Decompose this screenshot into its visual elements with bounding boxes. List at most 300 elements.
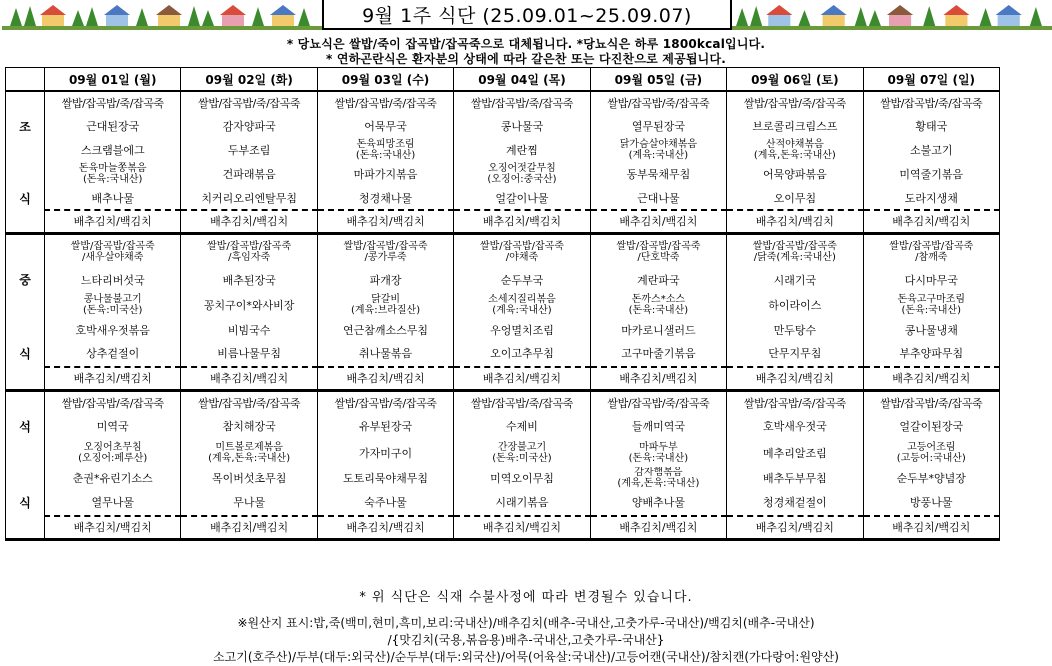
menu-item-text: (계육:국내산) (628, 150, 689, 161)
day-header-row (6, 68, 1000, 92)
menu-cell (181, 233, 317, 269)
menu-cell (454, 138, 590, 162)
menu-cell (590, 516, 726, 539)
menu-cell (317, 414, 453, 438)
menu-item-text: 감자햄볶음 (634, 467, 683, 478)
menu-cell (45, 489, 181, 516)
menu-cell (454, 489, 590, 516)
menu-item-text: (돈육:국내산) (628, 452, 689, 464)
menu-cell (181, 290, 317, 319)
menu-item-text: 황태국 (915, 120, 948, 133)
menu-cell (727, 516, 863, 539)
menu-item-text: 청경채겉절이 (762, 496, 827, 509)
menu-cell (454, 269, 590, 290)
meal-label-cell: 중 (6, 269, 45, 290)
day-header: 09월 03일 (수) (317, 68, 453, 92)
menu-cell (317, 340, 453, 367)
menu-cell (45, 319, 181, 340)
menu-cell (181, 414, 317, 438)
menu-cell (317, 114, 453, 138)
menu-cell (454, 290, 590, 319)
menu-item-text: /새우살야채죽 (82, 251, 144, 263)
menu-item-text: 돈육마늘쫑볶음 (78, 163, 147, 174)
menu-cell (727, 162, 863, 186)
menu-cell (45, 414, 181, 438)
menu-item-text: 쌀밥/잡곡밥/잡곡죽 (616, 240, 701, 252)
meal-label-cell (6, 516, 45, 539)
menu-row (6, 138, 1000, 162)
menu-item-text: (계육:브라질산) (350, 304, 421, 316)
menu-cell (181, 269, 317, 290)
menu-cell (863, 186, 999, 210)
menu-cell (590, 414, 726, 438)
menu-cell (863, 467, 999, 489)
menu-cell (863, 319, 999, 340)
menu-row (6, 114, 1000, 138)
menu-cell (727, 114, 863, 138)
menu-cell (45, 114, 181, 138)
menu-item-text: (계육,돈육:국내산) (617, 478, 700, 489)
menu-cell (863, 233, 999, 269)
menu-item-text: 쌀밥/잡곡밥/죽/잡곡죽 (743, 97, 846, 110)
menu-item-text: (돈육:국내산) (901, 304, 961, 316)
menu-item-text: 참치해장국 (222, 420, 276, 433)
menu-cell (454, 186, 590, 210)
menu-item-text: (돈육:미국산) (492, 452, 552, 464)
menu-cell (863, 516, 999, 539)
menu-item-text: 얼갈이된장국 (899, 420, 964, 433)
menu-item-text: 열무나물 (91, 496, 134, 509)
menu-cell (317, 290, 453, 319)
meal-label-cell: 식 (6, 340, 45, 367)
menu-item-text: (계육,돈육:국내산) (753, 150, 836, 161)
menu-row (6, 210, 1000, 233)
menu-item-text: 방풍나물 (910, 496, 953, 509)
menu-cell (181, 467, 317, 489)
menu-item-text: (돈육:국내산) (355, 150, 416, 161)
menu-cell (317, 233, 453, 269)
menu-cell (454, 91, 590, 114)
menu-cell (317, 138, 453, 162)
menu-cell (181, 367, 317, 390)
menu-item-text: 연근참깨소스무침 (343, 323, 429, 337)
menu-item-text: 브로콜리크림스프 (752, 120, 838, 133)
menu-item-text: 춘권*유린기소스 (72, 472, 153, 485)
menu-item-text: 배추김치/백김치 (619, 521, 698, 535)
menu-cell (181, 162, 317, 186)
menu-item-text: 쌀밥/잡곡밥/잡곡죽 (70, 240, 155, 252)
menu-cell (454, 414, 590, 438)
menu-item-text: 콩나물불고기 (83, 293, 142, 305)
menu-cell (45, 290, 181, 319)
menu-item-text: 하이라이스 (768, 298, 822, 312)
menu-cell (863, 390, 999, 414)
menu-cell (45, 162, 181, 186)
change-notice: * 위 식단은 식재 수불사정에 따라 변경될수 있습니다. (359, 590, 693, 605)
menu-item-text: 열무된장국 (631, 120, 685, 133)
menu-cell (454, 319, 590, 340)
menu-row (6, 162, 1000, 186)
menu-item-text: 고등어조림 (907, 441, 956, 453)
menu-item-text: /닭죽(계육:국내산) (753, 251, 836, 263)
menu-cell (181, 91, 317, 114)
menu-cell (45, 138, 181, 162)
menu-item-text: (계육:국내산) (492, 304, 552, 316)
menu-item-text: (돈육:국내산) (82, 174, 143, 185)
menu-item-text: (돈육:미국산) (82, 304, 143, 316)
menu-item-text: 쌀밥/잡곡밥/잡곡죽 (479, 240, 564, 252)
menu-cell (454, 390, 590, 414)
menu-cell (590, 91, 726, 114)
menu-cell (454, 233, 590, 269)
menu-cell (727, 138, 863, 162)
menu-item-text: 배추김치/백김치 (755, 372, 834, 386)
menu-item-text: 도토리묵야채무침 (343, 472, 429, 485)
corner-cell (6, 68, 45, 92)
menu-cell (863, 489, 999, 516)
day-header: 09월 01일 (월) (45, 68, 181, 92)
village-decoration-left (2, 2, 324, 30)
menu-row (6, 91, 1000, 114)
day-header: 09월 02일 (화) (181, 68, 317, 92)
menu-cell (590, 367, 726, 390)
menu-item-text: 오징어젓갈무침 (488, 163, 556, 174)
menu-cell (181, 319, 317, 340)
menu-item-text: 얼갈이나물 (495, 191, 549, 205)
menu-cell (590, 114, 726, 138)
menu-cell (181, 489, 317, 516)
menu-cell (317, 367, 453, 390)
menu-item-text: 쌀밥/잡곡밥/잡곡죽 (343, 240, 428, 252)
meal-label-cell (6, 438, 45, 467)
menu-item-text: 쌀밥/잡곡밥/죽/잡곡죽 (198, 396, 301, 410)
menu-cell (181, 390, 317, 414)
menu-item-text: 배추김치/백김치 (73, 521, 152, 535)
menu-item-text: 비빔국수 (227, 323, 271, 337)
menu-cell (45, 367, 181, 390)
menu-item-text: 근대나물 (637, 191, 680, 205)
menu-item-text: 유부된장국 (358, 420, 413, 433)
menu-item-text: 순두부국 (500, 273, 544, 287)
menu-item-text: 오이고추무침 (490, 347, 554, 360)
menu-item-text: 배추김치/백김치 (210, 215, 289, 229)
menu-item-text: 배추나물 (91, 191, 134, 205)
menu-item-text: 도라지생채 (904, 191, 958, 205)
menu-cell (45, 340, 181, 367)
menu-cell (181, 340, 317, 367)
menu-cell (727, 319, 863, 340)
village-decoration-right (732, 2, 1052, 30)
menu-item-text: 미트볼로제볶음 (215, 441, 283, 453)
menu-item-text: 시래기볶음 (495, 496, 549, 509)
menu-cell (45, 91, 181, 114)
menu-item-text: 가자미구이 (358, 446, 413, 460)
menu-cell (590, 186, 726, 210)
menu-cell (317, 467, 453, 489)
menu-item-text: 어묵무국 (364, 120, 407, 133)
menu-item-text: 배추김치/백김치 (346, 215, 425, 229)
menu-cell (317, 516, 453, 539)
meal-label-cell (6, 210, 45, 233)
menu-item-text: 꽁치구이*와사비장 (203, 298, 295, 312)
menu-cell (454, 516, 590, 539)
day-header: 09월 06일 (토) (727, 68, 863, 92)
menu-cell (45, 467, 181, 489)
menu-cell (317, 186, 453, 210)
menu-item-text: 상추겉절이 (86, 347, 140, 360)
menu-cell (454, 367, 590, 390)
menu-cell (863, 162, 999, 186)
menu-item-text: 배추김치/백김치 (619, 372, 698, 386)
menu-cell (454, 467, 590, 489)
menu-cell (45, 390, 181, 414)
menu-item-text: 근대된장국 (86, 120, 140, 133)
menu-item-text: /야채죽 (505, 251, 539, 263)
menu-item-text: 콩나물냉채 (904, 323, 958, 337)
menu-cell (863, 438, 999, 467)
menu-item-text: 배추김치/백김치 (755, 215, 834, 229)
menu-item-text: 콩나물국 (500, 120, 544, 133)
menu-row (6, 233, 1000, 269)
menu-item-text: 미역줄기볶음 (899, 168, 964, 181)
meal-label-cell (6, 390, 45, 414)
menu-cell (454, 114, 590, 138)
menu-cell (181, 438, 317, 467)
menu-item-text: 돈육고구마조림 (897, 293, 966, 305)
menu-item-text: 닭갈비 (371, 293, 401, 305)
menu-item-text: 쌀밥/잡곡밥/죽/잡곡죽 (334, 396, 437, 410)
menu-item-text: 돈육피망조림 (356, 139, 415, 150)
menu-item-text: 쌀밥/잡곡밥/죽/잡곡죽 (471, 396, 573, 410)
menu-row (6, 489, 1000, 516)
meal-label-cell (6, 233, 45, 269)
menu-item-text: 배추김치/백김치 (346, 372, 425, 386)
page-title: 9월 1주 식단 (25.09.01~25.09.07) (322, 0, 732, 30)
menu-cell (317, 210, 453, 233)
menu-item-text: 배추김치/백김치 (619, 215, 698, 229)
menu-cell (454, 438, 590, 467)
menu-item-text: 돈까스*소스 (631, 293, 686, 305)
menu-item-text: 산적야채볶음 (765, 139, 824, 150)
menu-row (6, 390, 1000, 414)
menu-item-text: 만두탕수 (773, 323, 817, 337)
menu-item-text: 취나물볶음 (358, 347, 413, 360)
menu-cell (317, 390, 453, 414)
weekly-menu-table (5, 67, 1000, 541)
menu-item-text: 다시마무국 (904, 273, 958, 287)
menu-item-text: 오징어초무침 (83, 441, 142, 453)
menu-item-text: 배추김치/백김치 (892, 372, 971, 386)
menu-cell (181, 210, 317, 233)
meal-label-cell: 석 (6, 414, 45, 438)
menu-item-text: 마카로니샐러드 (621, 323, 696, 337)
menu-item-text: 건파래볶음 (222, 168, 276, 181)
header-banner (0, 0, 1052, 34)
day-header: 09월 04일 (목) (454, 68, 590, 92)
menu-row (6, 367, 1000, 390)
menu-item-text: 쌀밥/잡곡밥/잡곡죽 (889, 240, 974, 252)
menu-item-text: 단무지무침 (768, 347, 822, 360)
dysphagia-diet-notice: * 연하곤란식은 환자분의 상태에 따라 갈은찬 또는 다진찬으로 제공됩니다. (325, 52, 727, 66)
menu-item-text: 쌀밥/잡곡밥/죽/잡곡죽 (743, 396, 846, 410)
menu-cell (590, 210, 726, 233)
menu-item-text: 소불고기 (910, 144, 953, 157)
menu-item-text: (돈육:국내산) (628, 304, 689, 316)
menu-item-text: 느타리버섯국 (80, 273, 145, 287)
menu-cell (727, 269, 863, 290)
menu-item-text: 배추김치/백김치 (482, 372, 562, 386)
menu-cell (590, 138, 726, 162)
menu-item-text: /참깨죽 (915, 251, 948, 263)
menu-cell (590, 467, 726, 489)
menu-cell (863, 138, 999, 162)
menu-cell (181, 516, 317, 539)
menu-row (6, 414, 1000, 438)
menu-item-text: 배추김치/백김치 (210, 521, 289, 535)
menu-item-text: 무나물 (233, 496, 266, 509)
meal-label-cell: 식 (6, 489, 45, 516)
menu-cell (590, 340, 726, 367)
menu-item-text: 쌀밥/잡곡밥/죽/잡곡죽 (607, 97, 710, 110)
menu-item-text: 고구마줄기볶음 (621, 347, 696, 360)
menu-row (6, 467, 1000, 489)
meal-label-cell (6, 367, 45, 390)
menu-cell (727, 186, 863, 210)
menu-cell (727, 467, 863, 489)
menu-item-text: 수제비 (506, 420, 538, 433)
meal-label-cell (6, 162, 45, 186)
day-header: 09월 07일 (일) (863, 68, 999, 92)
menu-item-text: 미역국 (96, 420, 129, 433)
menu-item-text: 배추두부무침 (762, 472, 827, 485)
meal-label-cell (6, 138, 45, 162)
menu-row (6, 269, 1000, 290)
menu-cell (45, 269, 181, 290)
menu-item-text: 쌀밥/잡곡밥/죽/잡곡죽 (880, 97, 983, 110)
menu-item-text: 배추김치/백김치 (482, 521, 562, 535)
menu-cell (727, 414, 863, 438)
menu-item-text: 오이무침 (773, 191, 817, 205)
menu-item-text: 쌀밥/잡곡밥/죽/잡곡죽 (61, 396, 164, 410)
menu-item-text: 쌀밥/잡곡밥/죽/잡곡죽 (61, 97, 164, 110)
meal-label-cell: 조 (6, 114, 45, 138)
menu-item-text: 우엉멸치조림 (490, 323, 554, 337)
menu-item-text: 시래기국 (773, 273, 817, 287)
menu-item-text: 쌀밥/잡곡밥/잡곡죽 (207, 240, 292, 252)
menu-item-text: 마파가지볶음 (353, 168, 418, 181)
menu-cell (727, 210, 863, 233)
menu-cell (317, 269, 453, 290)
menu-row (6, 186, 1000, 210)
menu-cell (317, 91, 453, 114)
menu-cell (863, 367, 999, 390)
menu-cell (317, 489, 453, 516)
menu-item-text: (고등어:국내산) (896, 452, 966, 464)
origin-line: ※원산지 표시:밥,죽(백미,현미,흑미,보리:국내산)/배추김치(배추-국내산,고춧가루-국내산)/백김치(배추-국내산) (237, 616, 815, 630)
menu-item-text: 호박새우젓국 (762, 420, 827, 433)
menu-cell (45, 210, 181, 233)
menu-cell (590, 319, 726, 340)
menu-cell (727, 290, 863, 319)
menu-cell (454, 340, 590, 367)
menu-cell (727, 367, 863, 390)
menu-item-text: 계란찜 (506, 144, 538, 157)
menu-row (6, 438, 1000, 467)
menu-item-text: 두부조림 (227, 144, 271, 157)
menu-row (6, 290, 1000, 319)
menu-cell (181, 138, 317, 162)
meal-label-cell (6, 91, 45, 114)
menu-cell (590, 290, 726, 319)
menu-cell (727, 91, 863, 114)
menu-cell (45, 233, 181, 269)
menu-item-text: 소세지질리볶음 (488, 293, 556, 305)
menu-item-text: 어묵양파볶음 (762, 168, 827, 181)
menu-item-text: 쌀밥/잡곡밥/죽/잡곡죽 (607, 396, 710, 410)
menu-item-text: 배추김치/백김치 (482, 215, 562, 229)
meal-label-cell (6, 467, 45, 489)
menu-item-text: 배추김치/백김치 (210, 372, 289, 386)
menu-item-text: (계육,돈육:국내산) (208, 452, 291, 464)
menu-item-text: 닭가슴살야채볶음 (619, 139, 698, 150)
menu-item-text: 배추김치/백김치 (892, 215, 971, 229)
menu-item-text: 들깨미역국 (631, 420, 685, 433)
menu-item-text: 쌀밥/잡곡밥/죽/잡곡죽 (198, 97, 301, 110)
menu-item-text: 부추양파무침 (899, 347, 964, 360)
menu-cell (863, 340, 999, 367)
menu-row (6, 319, 1000, 340)
menu-item-text: 메추리알조림 (762, 446, 827, 460)
menu-item-text: (오징어:페루산) (78, 452, 148, 464)
menu-row (6, 516, 1000, 539)
menu-cell (45, 438, 181, 467)
menu-cell (727, 340, 863, 367)
diabetic-diet-notice: * 당뇨식은 쌀밥/죽이 잡곡밥/잡곡죽으로 대체됩니다. *당뇨식은 하루 1800kcal입니다. (286, 37, 766, 51)
menu-item-text: 쌀밥/잡곡밥/죽/잡곡죽 (471, 97, 573, 110)
meal-label-cell (6, 290, 45, 319)
menu-item-text: 순두부*양념장 (896, 472, 966, 485)
menu-item-text: 마파두부 (639, 441, 678, 453)
menu-cell (590, 233, 726, 269)
menu-cell (317, 162, 453, 186)
origin-line: 소고기(호주산)/두부(대두:외국산)/순두부(대두:외국산)/어묵(어육살:국내산)/고등어캔(국내산)/참치캔(가다랑어:원양산) (213, 650, 839, 664)
menu-cell (727, 390, 863, 414)
menu-item-text: 양배추나물 (631, 496, 685, 509)
menu-item-text: 비름나물무침 (217, 347, 282, 360)
menu-item-text: (오징어:중국산) (487, 174, 557, 185)
menu-item-text: 쌀밥/잡곡밥/죽/잡곡죽 (880, 396, 983, 410)
day-header: 09월 05일 (금) (590, 68, 726, 92)
menu-item-text: 간장불고기 (497, 441, 547, 453)
meal-label-cell: 식 (6, 186, 45, 210)
menu-item-text: /콩가루죽 (364, 251, 407, 263)
menu-cell (45, 186, 181, 210)
menu-item-text: 치커리오리엔탈무침 (201, 191, 297, 205)
menu-item-text: 배추김치/백김치 (346, 521, 425, 535)
menu-cell (727, 233, 863, 269)
menu-cell (863, 210, 999, 233)
menu-item-text: 호박새우젓볶음 (75, 323, 150, 337)
menu-item-text: 미역오이무침 (490, 472, 554, 485)
menu-item-text: 동부묵채무침 (626, 168, 691, 181)
menu-item-text: 숙주나물 (364, 496, 407, 509)
menu-cell (727, 489, 863, 516)
menu-cell (454, 162, 590, 186)
menu-item-text: 배추된장국 (222, 273, 276, 287)
menu-item-text: /단호박죽 (637, 251, 680, 263)
menu-cell (863, 114, 999, 138)
menu-cell (454, 210, 590, 233)
